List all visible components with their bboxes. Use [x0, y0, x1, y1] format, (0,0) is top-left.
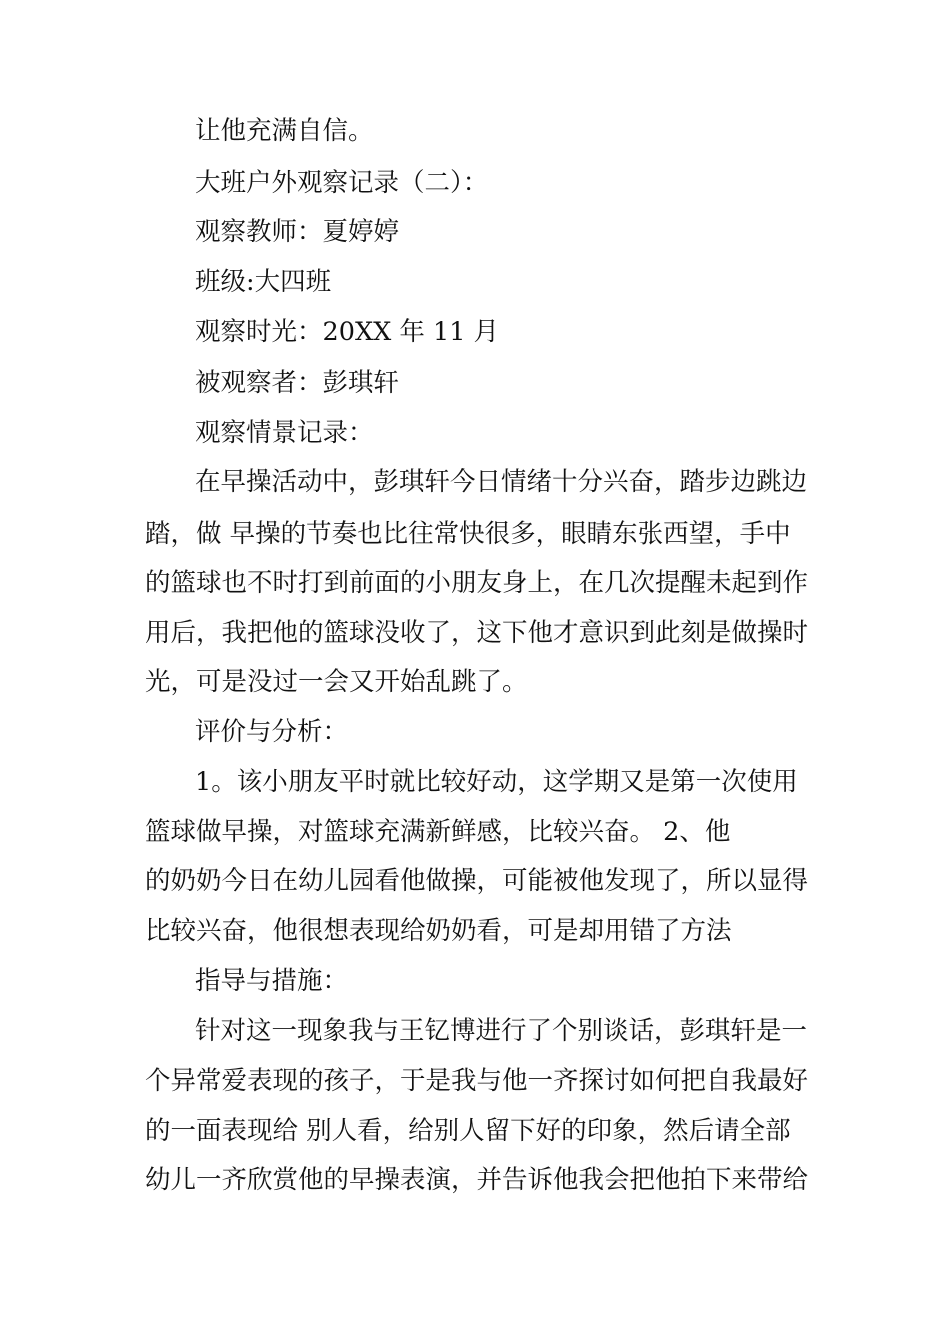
text-line: 用后，我把他的篮球没收了，这下他才意识到此刻是做操时	[145, 618, 809, 648]
subject-field: 被观察者：彭琪轩	[195, 368, 400, 398]
text-line: 针对这一现象我与王钇博进行了个别谈话，彭琪轩是一	[195, 1016, 808, 1046]
guidance-heading: 指导与措施：	[195, 966, 349, 996]
text-line: 在早操活动中，彭琪轩今日情绪十分兴奋，踏步边跳边	[195, 467, 808, 497]
text-line: 篮球做早操，对篮球充满新鲜感，比较兴奋。 2、他	[145, 817, 731, 847]
text-line: 比较兴奋，他很想表现给奶奶看，可是却用错了方法	[145, 916, 732, 946]
text-line: 1。该小朋友平时就比较好动，这学期又是第一次使用	[195, 767, 798, 797]
text-line: 光，可是没过一会又开始乱跳了。	[145, 667, 528, 697]
record-heading: 观察情景记录：	[195, 418, 374, 448]
class-field: 班级:大四班	[195, 267, 332, 297]
text-line: 的一面表现给 别人看，给别人留下好的印象，然后请全部	[145, 1116, 791, 1146]
text-line: 踏，做 早操的节奏也比往常快很多，眼睛东张西望，手中	[145, 519, 791, 549]
section-title: 大班户外观察记录（二）：	[195, 168, 489, 198]
text-line: 幼儿一齐欣赏他的早操表演，并告诉他我会把他拍下来带给	[145, 1165, 809, 1195]
time-field: 观察时光：20XX 年 11 月	[195, 317, 500, 347]
text-line: 的奶奶今日在幼儿园看他做操，可能被他发现了，所以显得	[145, 866, 809, 896]
observer-field: 观察教师：夏婷婷	[195, 217, 400, 247]
text-line: 的篮球也不时打到前面的小朋友身上，在几次提醒未起到作	[145, 568, 809, 598]
text-line: 个异常爱表现的孩子，于是我与他一齐探讨如何把自我最好	[145, 1066, 809, 1096]
analysis-heading: 评价与分析：	[195, 717, 349, 747]
text-line: 让他充满自信。	[195, 116, 374, 146]
